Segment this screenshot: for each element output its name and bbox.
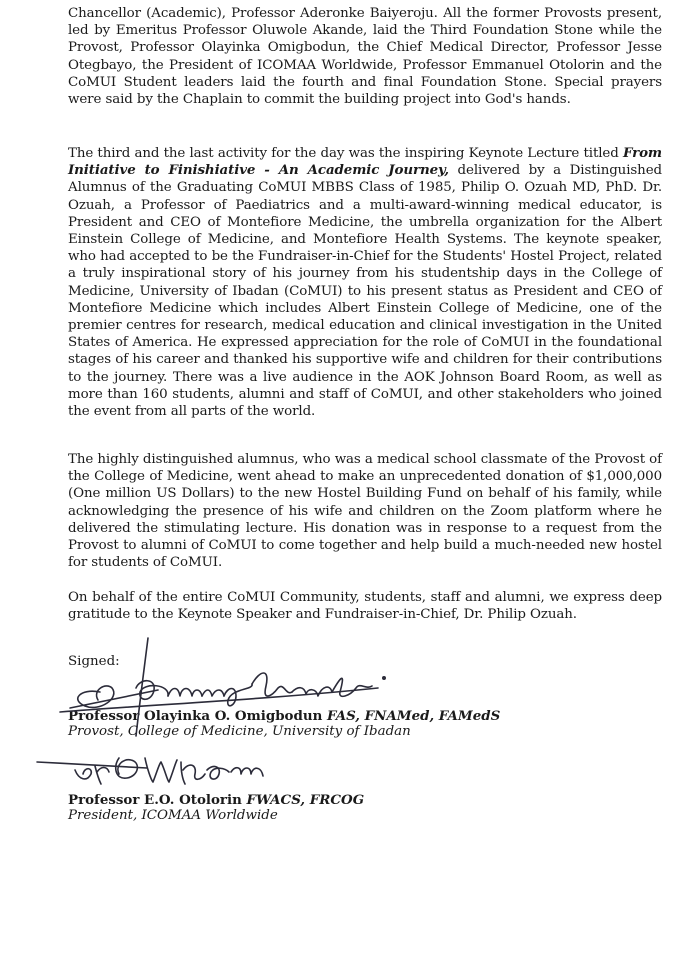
signed-label: Signed: bbox=[68, 654, 120, 669]
signature-1-image bbox=[40, 630, 400, 740]
paragraph-keynote-lecture bbox=[68, 145, 662, 420]
signatory-2-postnominals: FWACS, FRCOG bbox=[246, 792, 365, 808]
paragraph-donation: The highly distinguished alumnus, who was a medical school classmate of the Provost of the College of Medicine, went ahead to make an unprecedented donation of $1,000,000 (One million US Dollars) to the new Hostel Building Fund on behalf of his family, while acknowledging the presence of his wife and children on the Zoom platform where he delivered the stimulating lecture. His donation was in response to a request from the Provost to alumni of CoMUI to come together and help build a much-needed new hostel for students of CoMUI. bbox=[68, 452, 662, 571]
signature-2-image bbox=[35, 752, 285, 792]
signatory-1-role: Provost, College of Medicine, University of Ibadan bbox=[68, 724, 411, 739]
signatory-1-postnominals: FAS, FNAMed, FAMedS bbox=[327, 708, 501, 724]
signatory-2-role: President, ICOMAA Worldwide bbox=[68, 808, 278, 823]
signatory-2-name-text: Professor E.O. Otolorin bbox=[68, 792, 247, 808]
paragraph-foundation-stones: Chancellor (Academic), Professor Aderonke Baiyeroju. All the former Provosts present, led by Emeritus Professor Oluwole Akande, laid the Third Foundation Stone while the Provost, Professor Olayinka Omigbodun, the Chief Medical Director, Professor Jesse Otegbayo, the President of ICOMAA Worldwide, Professor Emmanuel Otolorin and the CoMUI Student leaders laid the fourth and final Foundation Stone. Special prayers were said by the Chaplain to commit the building project into God's hands. bbox=[68, 6, 662, 108]
signatory-2-name bbox=[68, 792, 364, 808]
lecture-title: From Initiative to Finishiative - An Academic Journey, bbox=[68, 145, 662, 179]
paragraph-gratitude: On behalf of the entire CoMUI Community, students, staff and alumni, we express deep gratitude to the Keynote Speaker and Fundraiser-in-Chief, Dr. Philip Ozuah. bbox=[68, 590, 662, 623]
keynote-body-text: delivered by a Distinguished Alumnus of the Graduating CoMUI MBBS Class of 1985, Philip O. Ozuah MD, PhD. Dr. Ozuah, a Professor of Paediatrics and a multi-award-winning medical educator, is President and CEO of Montefiore Medicine, the umbrella organization for the Albert Einstein College of Medicine, and Montefiore Health Systems. The keynote speaker, who had accepted to be the Fundraiser-in-Chief for the Students' Hostel Project, related a truly inspirational story of his journey from his studentship days in the College of Medicine, University of Ibadan (CoMUI) to his present status as President and CEO of Montefiore Medicine which includes Albert Einstein College of Medicine, one of the premier centres for research, medical education and clinical investigation in the United States of America. He expressed appreciation for the role of CoMUI in the foundational stages of his career and thanked his supportive wife and children for their contributions to the journey. There was a live audience in the AOK Johnson Board Room, as well as more than 160 students, alumni and staff of CoMUI, and other stakeholders who joined the event from all parts of the world. bbox=[68, 163, 662, 420]
signatory-1-name-text: Professor Olayinka O. Omigbodun bbox=[68, 708, 327, 724]
keynote-intro-text: The third and the last activity for the day was the inspiring Keynote Lecture titled bbox=[68, 146, 623, 161]
